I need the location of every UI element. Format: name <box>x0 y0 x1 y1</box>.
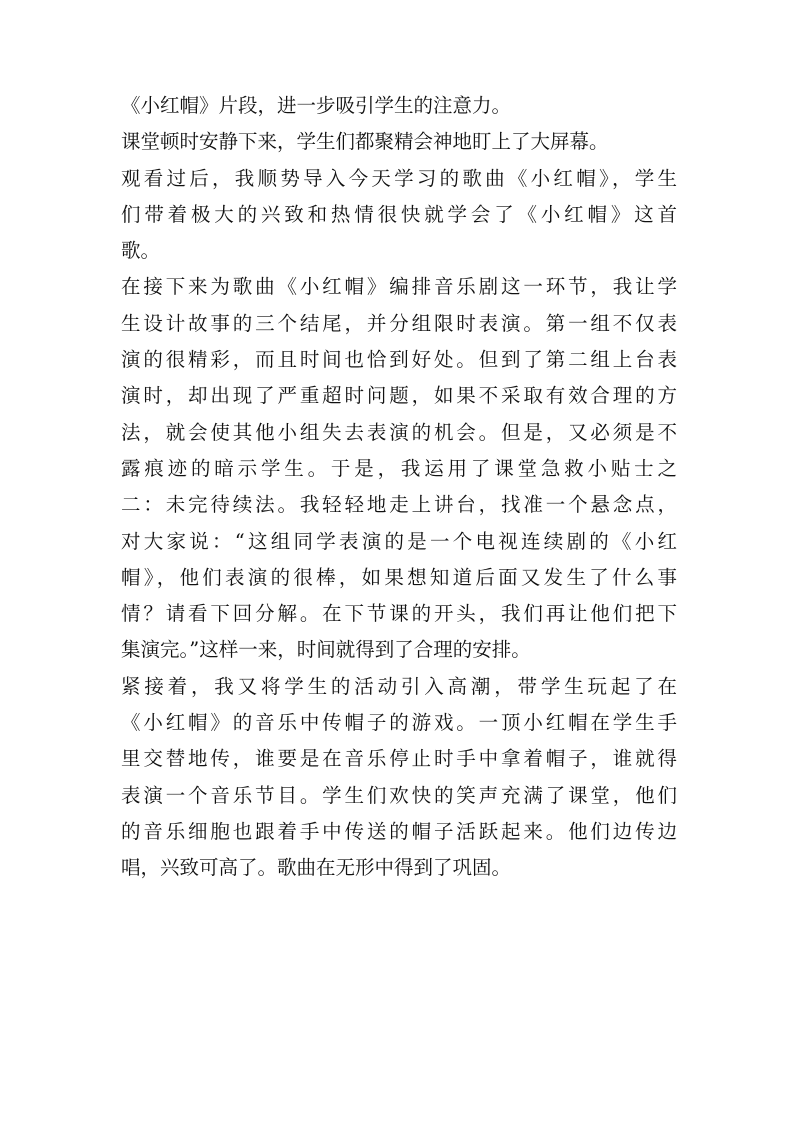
text-line: 紧接着，我又将学生的活动引入高潮，带学生玩起了在 <box>121 674 677 698</box>
text-line: 情？请看下回分解。在下节课的开头，我们再让他们把下 <box>121 602 677 626</box>
text-line: 对大家说：“这组同学表演的是一个电视连续剧的《小红 <box>121 529 677 553</box>
text-line: 的音乐细胞也跟着手中传送的帽子活跃起来。他们边传边 <box>121 819 677 843</box>
text-line: 《小红帽》的音乐中传帽子的游戏。一顶小红帽在学生手 <box>121 711 677 735</box>
text-line: 演时，却出现了严重超时问题，如果不采取有效合理的方 <box>121 384 677 408</box>
text-line: 《小红帽》片段，进一步吸引学生的注意力。 <box>121 94 512 117</box>
text-line: 课堂顿时安静下来，学生们都聚精会神地盯上了大屏幕。 <box>121 130 609 154</box>
text-line: 们带着极大的兴致和热情很快就学会了《小红帽》这首 <box>121 202 677 226</box>
text-line: 帽》，他们表演的很棒，如果想知道后面又发生了什么事 <box>121 565 677 589</box>
text-line: 歌。 <box>121 239 161 263</box>
text-line: 集演完。”这样一来，时间就得到了合理的安排。 <box>121 638 531 662</box>
text-line: 露痕迹的暗示学生。于是，我运用了课堂急救小贴士之 <box>121 456 677 480</box>
text-line: 表演一个音乐节目。学生们欢快的笑声充满了课堂，他们 <box>121 783 677 807</box>
text-line: 二：未完待续法。我轻轻地走上讲台，找准一个悬念点， <box>121 493 677 517</box>
body-text <box>121 88 677 887</box>
text-line: 唱，兴致可高了。歌曲在无形中得到了巩固。 <box>121 856 512 880</box>
text-line: 法，就会使其他小组失去表演的机会。但是，又必须是不 <box>121 420 677 444</box>
text-line: 观看过后，我顺势导入今天学习的歌曲《小红帽》，学生 <box>121 166 677 190</box>
text-line: 里交替地传，谁要是在音乐停止时手中拿着帽子，谁就得 <box>121 747 677 771</box>
text-line: 演的很精彩，而且时间也恰到好处。但到了第二组上台表 <box>121 348 677 372</box>
text-line: 生设计故事的三个结尾，并分组限时表演。第一组不仅表 <box>121 311 677 335</box>
text-line: 在接下来为歌曲《小红帽》编排音乐剧这一环节，我让学 <box>121 275 677 299</box>
